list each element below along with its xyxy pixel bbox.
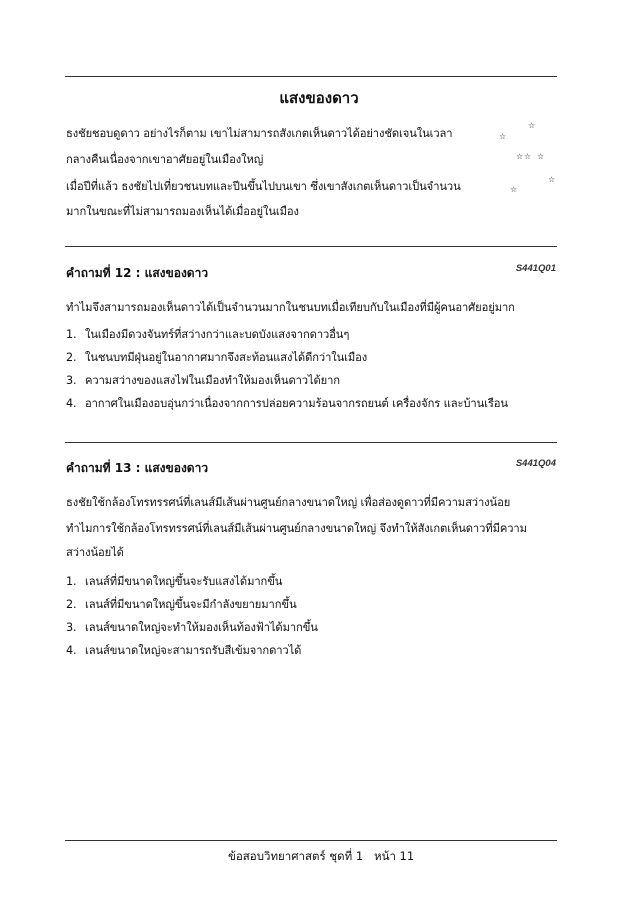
- question-12-stem: ทำไมจึงสามารถมองเห็นดาวได้เป็นจำนวนมากในชนบทเมื่อเทียบกับในเมืองที่มีผู้คนอาศัยอยู่มาก: [66, 301, 515, 314]
- star-icon: ☆: [499, 132, 507, 141]
- footer-title: ข้อสอบวิทยาศาสตร์ ชุดที่ 1: [228, 849, 364, 863]
- star-icon: ☆: [516, 152, 524, 161]
- star-icon: ☆: [548, 175, 556, 184]
- question-12-heading: คำถามที่ 12 : แสงของดาว: [66, 266, 209, 280]
- top-rule: [65, 76, 557, 77]
- question-13-option-2[interactable]: 2. เลนส์ที่มีขนาดใหญ่ขึ้นจะมีกำลังขยายมากขึ้น: [66, 598, 297, 611]
- passage-paragraph-2-line-1: เมื่อปีที่แล้ว ธงชัยไปเที่ยวชนบทและปีนขึ้นไปบนเขา ซึ่งเขาสังเกตเห็นดาวเป็นจำนวน: [66, 180, 461, 193]
- question-12-option-3[interactable]: 3. ความสว่างของแสงไฟในเมืองทำให้มองเห็นดาวได้ยาก: [66, 374, 340, 387]
- passage-paragraph-1-line-2: กลางคืนเนื่องจากเขาอาศัยอยู่ในเมืองใหญ่: [66, 153, 264, 166]
- star-icon: ☆: [510, 185, 518, 194]
- question-13-stem-line-2: สว่างน้อยได้: [66, 546, 124, 559]
- question-12-option-2[interactable]: 2. ในชนบทมีฝุ่นอยู่ในอากาศมากจึงสะท้อนแสงได้ดีกว่าในเมือง: [66, 351, 368, 364]
- question-13-code: S441Q04: [515, 458, 556, 469]
- passage-title: แสงของดาว: [279, 89, 359, 107]
- footer-rule: [65, 840, 557, 841]
- star-icon: ☆: [537, 152, 545, 161]
- question-13-option-4[interactable]: 4. เลนส์ขนาดใหญ่จะสามารถรับสีเข้มจากดาวได้: [66, 644, 302, 657]
- question-12-rule: [65, 246, 557, 247]
- question-12-option-4[interactable]: 4. อากาศในเมืองอบอุ่นกว่าเนื่องจากการปล่อยความร้อนจากรถยนต์ เครื่องจักร และบ้านเรือน: [66, 397, 508, 410]
- question-13-option-3[interactable]: 3. เลนส์ขนาดใหญ่จะทำให้มองเห็นท้องฟ้าได้มากขึ้น: [66, 621, 318, 634]
- star-icon: ☆: [528, 121, 536, 130]
- question-13-rule: [65, 442, 557, 443]
- question-12-code: S441Q01: [515, 263, 556, 274]
- question-13-stem-intro: ธงชัยใช้กล้องโทรทรรศน์ที่เลนส์มีเส้นผ่านศูนย์กลางขนาดใหญ่ เพื่อส่องดูดาวที่มีความสว่างน้อย: [66, 496, 511, 509]
- question-13-stem-line-1: ทำไมการใช้กล้องโทรทรรศน์ที่เลนส์มีเส้นผ่านศูนย์กลางขนาดใหญ่ จึงทำให้สังเกตเห็นดาวที่มีความ: [66, 522, 527, 535]
- question-12-option-1[interactable]: 1. ในเมืองมีดวงจันทร์ที่สว่างกว่าและบดบังแสงจากดาวอื่นๆ: [66, 328, 350, 341]
- question-13-option-1[interactable]: 1. เลนส์ที่มีขนาดใหญ่ขึ้นจะรับแสงได้มากขึ้น: [66, 575, 283, 588]
- question-13-heading: คำถามที่ 13 : แสงของดาว: [66, 461, 209, 475]
- passage-paragraph-1-line-1: ธงชัยชอบดูดาว อย่างไรก็ตาม เขาไม่สามารถสังเกตเห็นดาวได้อย่างชัดเจนในเวลา: [66, 127, 453, 140]
- passage-paragraph-2-line-2: มากในขณะที่ไม่สามารถมองเห็นได้เมื่ออยู่ในเมือง: [66, 205, 299, 218]
- footer-page-number: หน้า 11: [374, 849, 415, 863]
- star-icon: ☆: [524, 152, 532, 161]
